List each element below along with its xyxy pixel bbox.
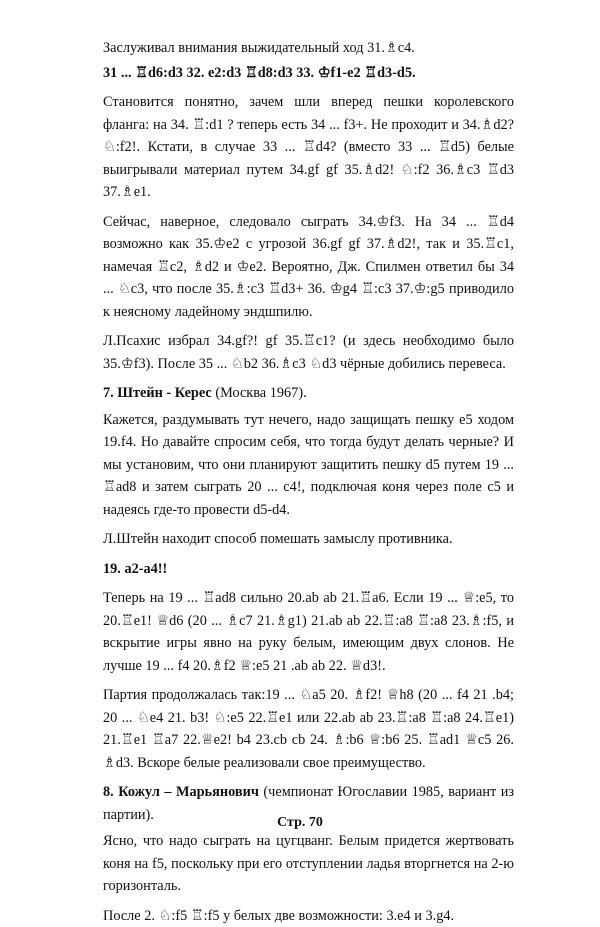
paragraph-11: Партия продолжалась так:19 ... ♘a5 20. ♗f2! ♕h8 (20 ... f4 21 .b4; 20 ... ♘e4 21. b3! ♘:e5 22.♖e1 или 22.ab ab 23.♖:a8 ♖:a8 24.♖e1) 21.♖e1 ♖a7 22.♕e2! b4 23.cb cb 24. ♗:b6 ♕:b6 25. ♖ad1 ♕c5 26. ♗d3. Вскоре белые реализовали свое преимущество. [103,684,514,774]
move-line-2: 19. a2-a4!! [103,558,514,581]
game-heading-8-players: 8. Кожул – Марьянович [103,784,259,800]
paragraph-1: Заслуживал внимания выжидательный ход 31.♗c4. [103,37,514,60]
move-line-1: 31 ... ♖d6:d3 32. e2:d3 ♖d8:d3 33. ♔f1-e2 ♖d3-d5. [103,62,514,85]
paragraph-8: Л.Штейн находит способ помешать замыслу противника. [103,528,514,551]
paragraph-5: Л.Псахис избрал 34.gf?! gf 35.♖c1? (и здесь необходимо было 35.♔f3). После 35 ... ♘b2 36.♗c3 ♘d3 чёрные добились перевеса. [103,330,514,375]
page-number: Стр. 70 [0,815,600,831]
game-heading-7-event: (Москва 1967). [212,385,307,401]
game-heading-7 [103,382,514,405]
paragraph-4: Сейчас, наверное, следовало сыграть 34.♔f3. На 34 ... ♖d4 возможно как 35.♔e2 с угрозой 36.gf gf 37.♗d2!, так и 35.♖c1, намечая ♖c2, ♗d2 и ♔e2. Вероятно, Дж. Спилмен ответил бы 34 ... ♘c3, что после 35.♗:c3 ♖d3+ 36. ♔g4 ♖:c3 37.♔:g5 приводило к неясному ладейному эндшпилю. [103,211,514,324]
game-heading-8-event: (чемпионат Югославии 1985, вариант из партии). [103,784,514,823]
paragraph-14: После 2. ♘:f5 ♖:f5 у белых две возможности: 3.e4 и 3.g4. [103,905,514,927]
game-heading-7-players: 7. Штейн - Керес [103,385,212,401]
paragraph-7: Кажется, раздумывать тут нечего, надо защищать пешку e5 ходом 19.f4. Но давайте спросим себя, что тогда будут делать черные? И мы установим, что они планируют защитить пешку d5 путем 19 ... ♖ad8 и затем сыграть 20 ... c4!, подключая коня через поле c5 и надеясь где-то провести d5-d4. [103,409,514,522]
paragraph-3: Становится понятно, зачем шли вперед пешки королевского фланга: на 34. ♖:d1 ? теперь есть 34 ... f3+. Не проходит и 34.♗d2? ♘:f2!. Кстати, в случае 33 ... ♖d4? (вместо 33 ... ♖d5) белые выигрывали материал путем 34.gf gf 35.♗d2! ♘:f2 36.♗c3 ♖d3 37.♗e1. [103,91,514,204]
paragraph-13: Ясно, что надо сыграть на цугцванг. Белым придется жертвовать коня на f5, поскольку при его отступлении ладья вторгнется на 2-ю горизонталь. [103,830,514,898]
paragraph-10: Теперь на 19 ... ♖ad8 сильно 20.ab ab 21.♖a6. Если 19 ... ♕:e5, то 20.♖e1! ♕d6 (20 ... ♗c7 21.♗g1) 21.ab ab 22.♖:a8 ♖:a8 23.♗:f5, и вскрытие игры явно на руку белым, имеющим двух слонов. Не лучше 19 ... f4 20.♗f2 ♕:e5 21 .ab ab 22. ♕d3!. [103,587,514,677]
